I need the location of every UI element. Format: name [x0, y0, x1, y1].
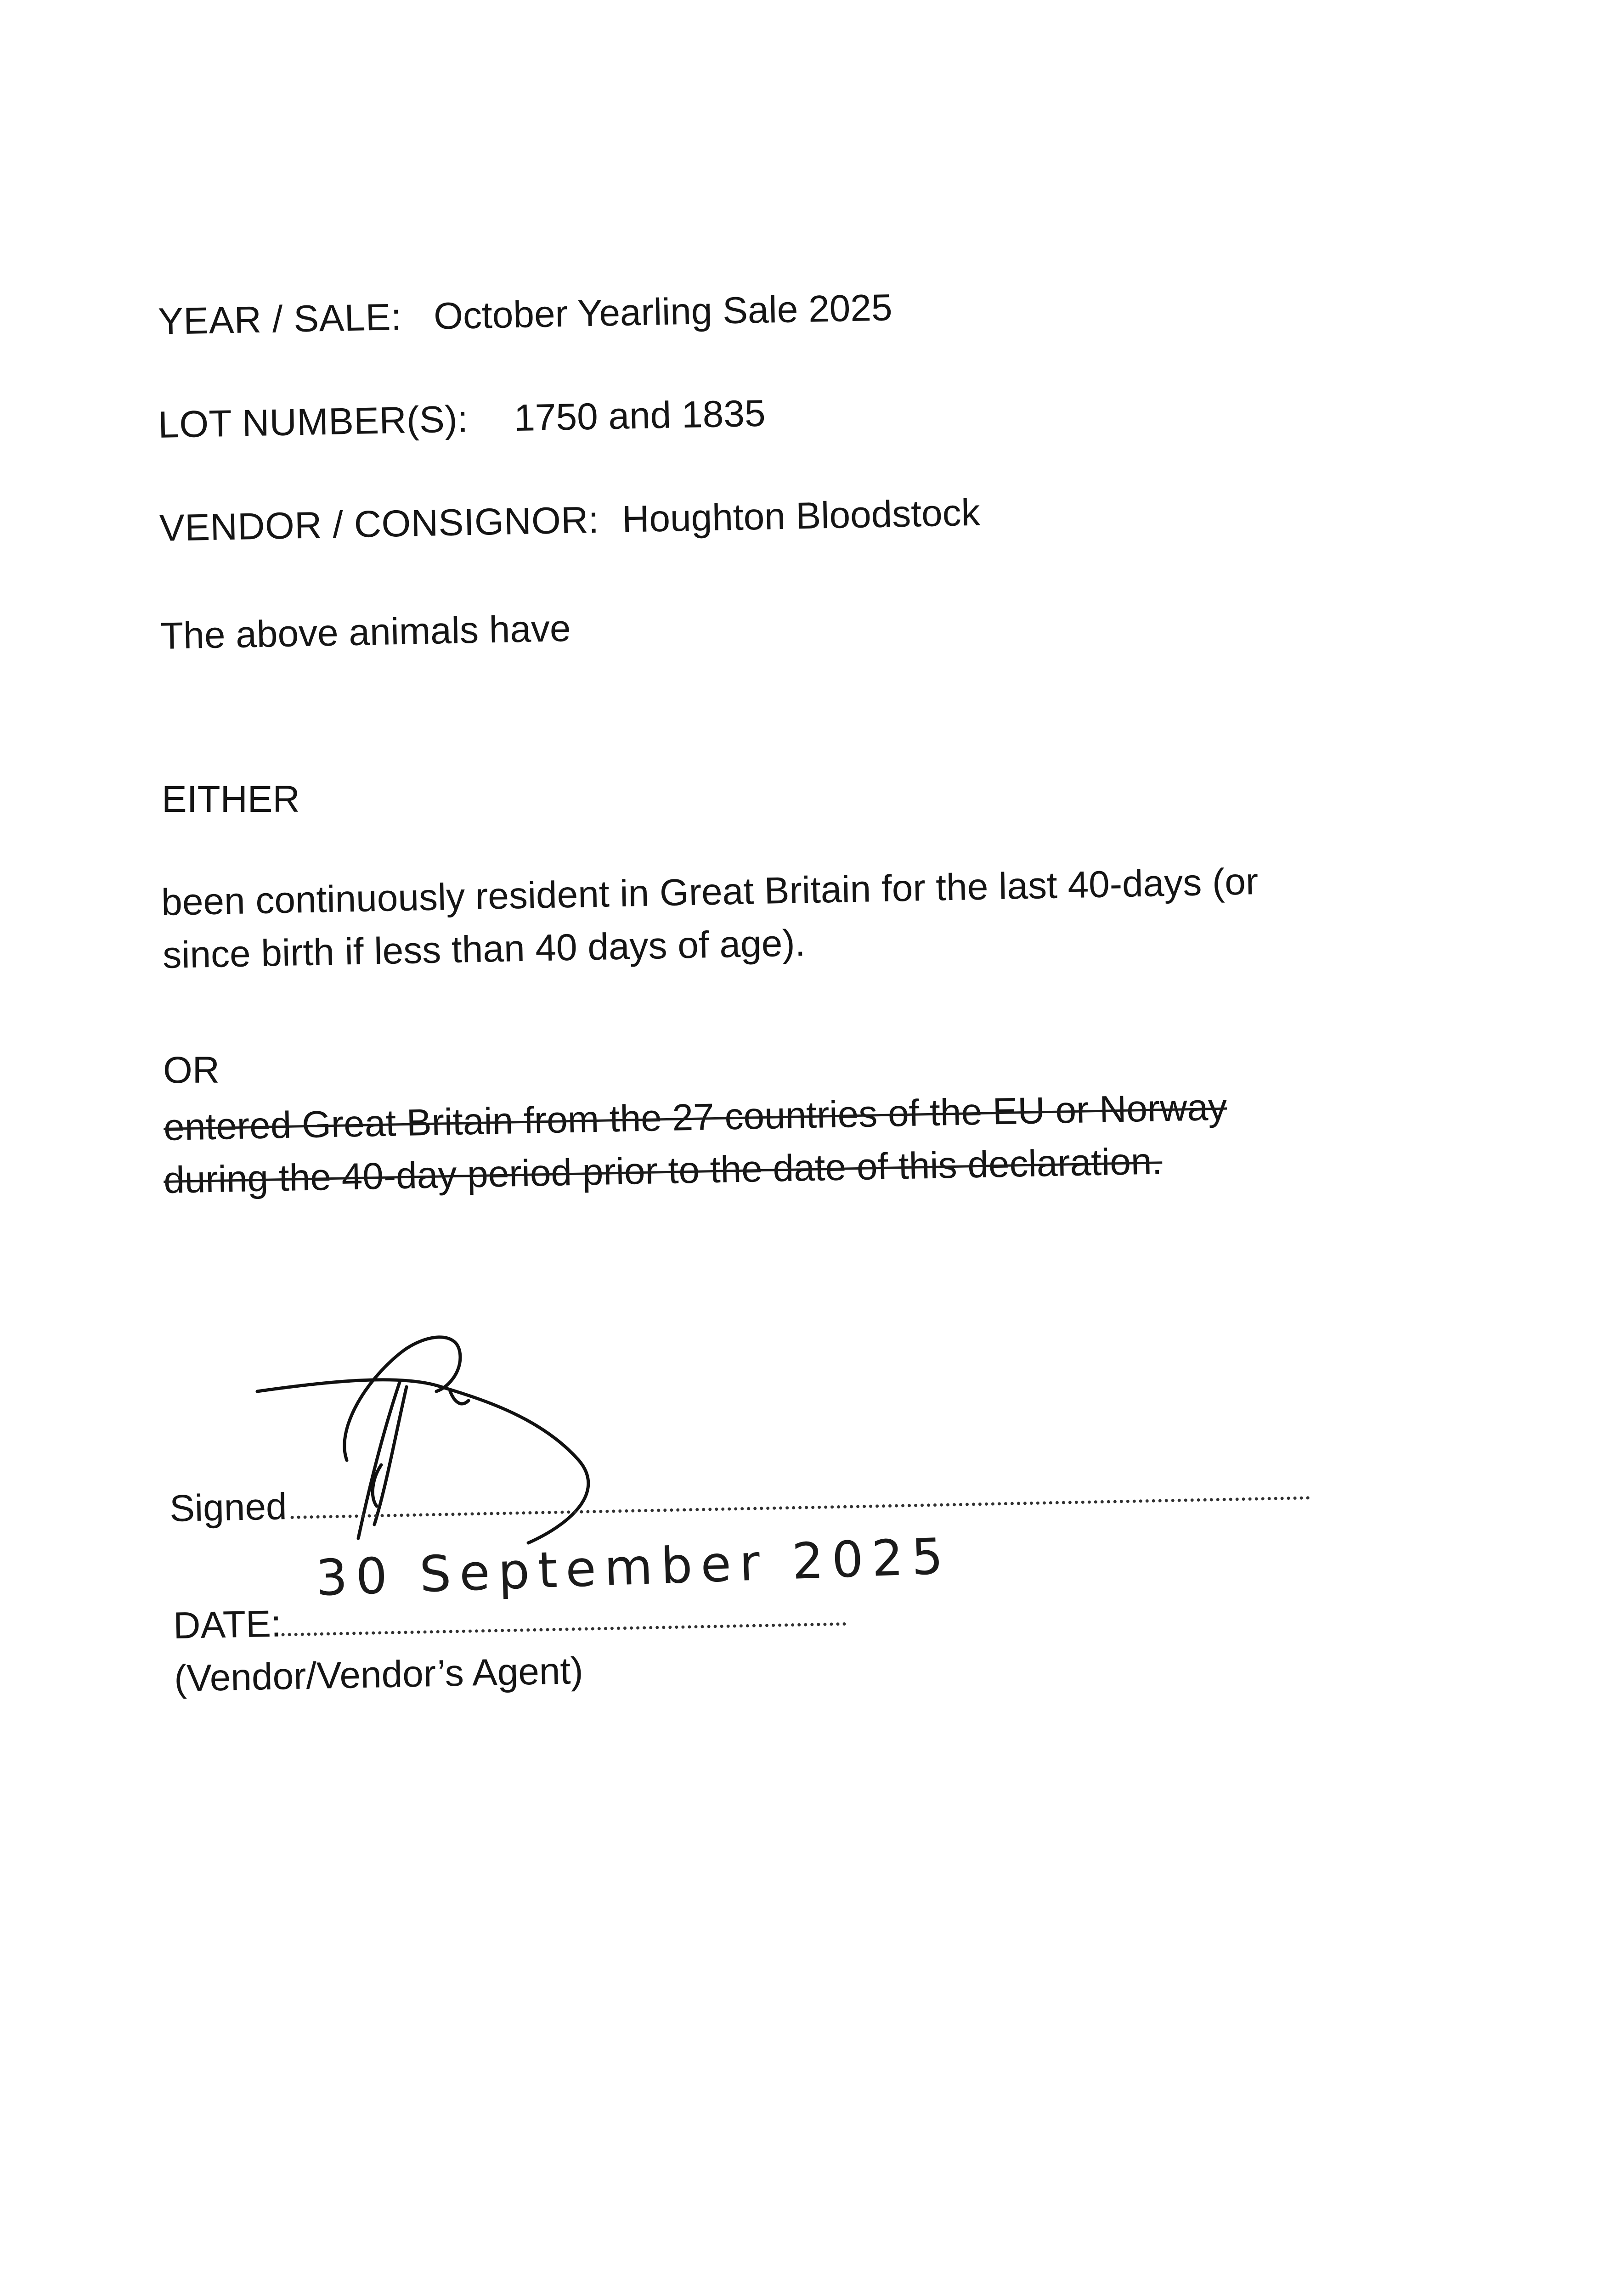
vendor-label: VENDOR / CONSIGNOR:: [159, 499, 600, 549]
signed-label: Signed: [169, 1486, 288, 1530]
or-heading: OR: [163, 1049, 220, 1091]
option2-line2: during the 40-day period prior to the date of this declaration.: [163, 1140, 1163, 1201]
either-heading: EITHER: [162, 778, 300, 820]
option2-line1: entered Great Britain from the 27 countries of the EU or Norway: [163, 1086, 1227, 1148]
date-label: DATE:: [173, 1603, 282, 1647]
signature-dotted-line: [291, 1491, 1310, 1519]
intro-text: The above animals have: [160, 607, 571, 657]
vendor-row: [159, 491, 981, 549]
date-dotted-line: [282, 1618, 847, 1637]
handwritten-date: 30 September 2025: [315, 1527, 953, 1607]
year-sale-row: [158, 289, 892, 341]
vendor-agent-label: (Vendor/Vendor’s Agent): [174, 1649, 584, 1699]
lot-number-label: LOT NUMBER(S):: [158, 398, 469, 446]
lot-number-value: 1750 and 1835: [514, 392, 766, 439]
year-sale-value: October Yearling Sale 2025: [433, 287, 893, 338]
date-row: [173, 1594, 847, 1645]
year-sale-label: YEAR / SALE:: [158, 296, 402, 343]
lot-number-row: [158, 392, 766, 446]
option1-line1: been continuously resident in Great Britain for the last 40-days (or: [161, 861, 1259, 923]
vendor-value: Houghton Bloodstock: [621, 491, 981, 540]
option1-line2: since birth if less than 40 days of age).: [162, 922, 806, 976]
